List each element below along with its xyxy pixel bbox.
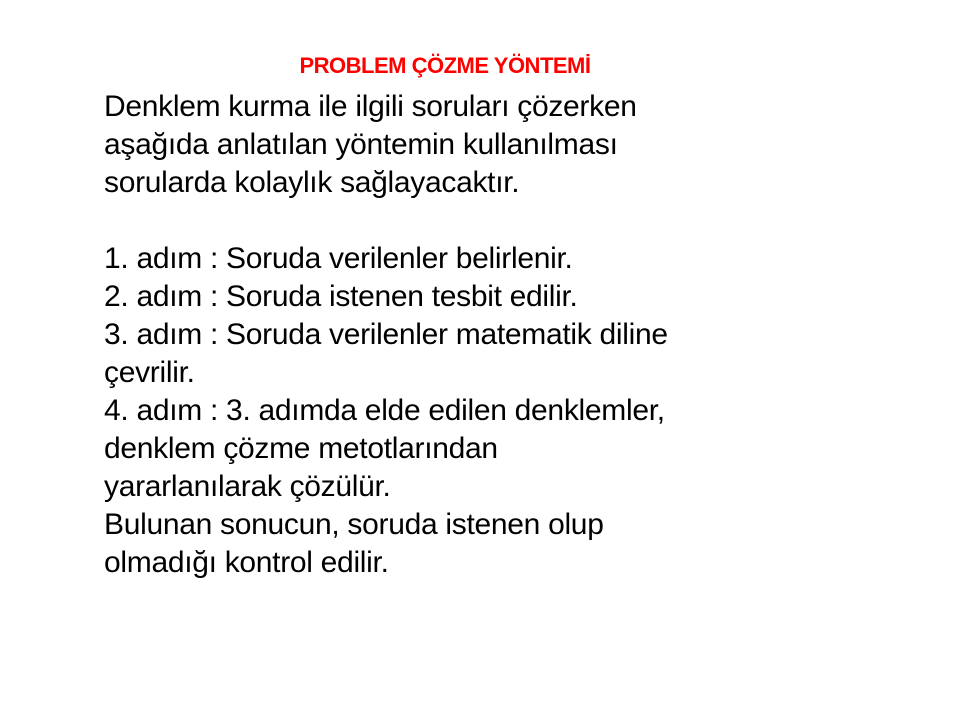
paragraph-spacer xyxy=(104,202,944,240)
check-line-continued: olmadığı kontrol edilir. xyxy=(104,546,389,579)
step-3-line: 3. adım : Soruda verilenler matematik diline xyxy=(104,318,668,351)
step-4-line: 4. adım : 3. adımda elde edilen denklemler, xyxy=(104,394,665,427)
slide-body xyxy=(104,88,944,582)
intro-line-1: Denklem kurma ile ilgili soruları çözerken xyxy=(104,90,637,123)
step-2-line: 2. adım : Soruda istenen tesbit edilir. xyxy=(104,280,578,313)
step-4-line-continued-2: yararlanılarak çözülür. xyxy=(104,470,391,503)
step-3-line-continued: çevrilir. xyxy=(104,356,195,389)
check-line: Bulunan sonucun, soruda istenen olup xyxy=(104,508,604,541)
step-4-line-continued-1: denklem çözme metotlarından xyxy=(104,432,498,465)
intro-line-3: sorularda kolaylık sağlayacaktır. xyxy=(104,166,520,199)
step-1-line: 1. adım : Soruda verilenler belirlenir. xyxy=(104,242,573,275)
slide-title: PROBLEM ÇÖZME YÖNTEMİ xyxy=(299,53,591,78)
intro-line-2: aşağıda anlatılan yöntemin kullanılması xyxy=(104,128,618,161)
